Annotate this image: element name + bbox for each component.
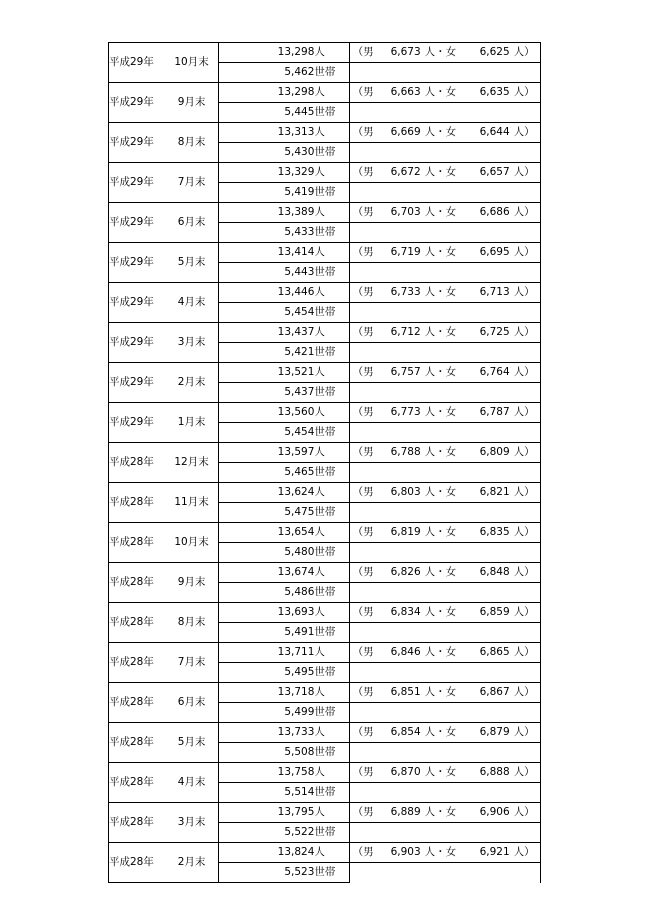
era-cell: 平成28年 <box>109 643 166 683</box>
table-row <box>109 603 541 623</box>
close-suffix: 人） <box>513 726 535 738</box>
households-unit: 世帯 <box>314 743 349 763</box>
close-suffix: 人） <box>513 446 535 458</box>
gender-breakdown <box>349 643 540 663</box>
era-cell: 平成29年 <box>109 43 166 83</box>
gender-blank <box>349 503 540 523</box>
male-prefix: （男 <box>352 246 374 258</box>
households-value: 5,465 <box>218 463 314 483</box>
population-value: 13,693 <box>218 603 314 623</box>
gender-blank <box>349 263 540 283</box>
month-cell: 11月末 <box>165 483 218 523</box>
era-cell: 平成29年 <box>109 163 166 203</box>
male-count: 6,719 <box>390 246 421 258</box>
gender-blank <box>349 183 540 203</box>
population-value: 13,654 <box>218 523 314 543</box>
table-row <box>109 43 541 63</box>
gender-blank <box>349 303 540 323</box>
households-unit: 世帯 <box>314 143 349 163</box>
era-cell: 平成29年 <box>109 83 166 123</box>
female-count: 6,764 <box>479 366 510 378</box>
male-count: 6,703 <box>390 206 421 218</box>
male-prefix: （男 <box>352 646 374 658</box>
close-suffix: 人） <box>513 126 535 138</box>
male-prefix: （男 <box>352 366 374 378</box>
male-count: 6,733 <box>390 286 421 298</box>
population-unit: 人 <box>314 763 349 783</box>
population-unit: 人 <box>314 363 349 383</box>
table-row <box>109 403 541 423</box>
population-value: 13,329 <box>218 163 314 183</box>
population-value: 13,597 <box>218 443 314 463</box>
female-separator: 人・女 <box>424 246 457 258</box>
households-unit: 世帯 <box>314 623 349 643</box>
table-row <box>109 323 541 343</box>
male-prefix: （男 <box>352 806 374 818</box>
gender-breakdown <box>349 603 540 623</box>
close-suffix: 人） <box>513 166 535 178</box>
female-count: 6,906 <box>479 806 510 818</box>
month-cell: 3月末 <box>165 323 218 363</box>
male-prefix: （男 <box>352 46 374 58</box>
population-value: 13,711 <box>218 643 314 663</box>
table-row <box>109 643 541 663</box>
female-separator: 人・女 <box>424 526 457 538</box>
female-separator: 人・女 <box>424 486 457 498</box>
households-value: 5,514 <box>218 783 314 803</box>
population-value: 13,446 <box>218 283 314 303</box>
male-prefix: （男 <box>352 766 374 778</box>
gender-breakdown <box>349 323 540 343</box>
male-prefix: （男 <box>352 406 374 418</box>
male-count: 6,826 <box>390 566 421 578</box>
female-separator: 人・女 <box>424 846 457 858</box>
population-unit: 人 <box>314 603 349 623</box>
month-cell: 4月末 <box>165 283 218 323</box>
month-cell: 9月末 <box>165 563 218 603</box>
close-suffix: 人） <box>513 686 535 698</box>
population-unit: 人 <box>314 323 349 343</box>
population-unit: 人 <box>314 283 349 303</box>
households-unit: 世帯 <box>314 223 349 243</box>
gender-breakdown <box>349 443 540 463</box>
households-value: 5,523 <box>218 863 314 883</box>
male-count: 6,834 <box>390 606 421 618</box>
female-separator: 人・女 <box>424 286 457 298</box>
female-count: 6,713 <box>479 286 510 298</box>
close-suffix: 人） <box>513 486 535 498</box>
population-table <box>108 42 541 883</box>
gender-blank <box>349 463 540 483</box>
households-unit: 世帯 <box>314 543 349 563</box>
gender-breakdown <box>349 123 540 143</box>
households-unit: 世帯 <box>314 823 349 843</box>
close-suffix: 人） <box>513 606 535 618</box>
table-row <box>109 563 541 583</box>
population-value: 13,389 <box>218 203 314 223</box>
population-unit: 人 <box>314 443 349 463</box>
population-unit: 人 <box>314 523 349 543</box>
era-cell: 平成29年 <box>109 243 166 283</box>
gender-blank <box>349 583 540 603</box>
gender-blank <box>349 63 540 83</box>
male-prefix: （男 <box>352 326 374 338</box>
table-row <box>109 803 541 823</box>
households-unit: 世帯 <box>314 783 349 803</box>
gender-breakdown <box>349 243 540 263</box>
era-cell: 平成28年 <box>109 843 166 883</box>
households-unit: 世帯 <box>314 463 349 483</box>
gender-breakdown <box>349 83 540 103</box>
close-suffix: 人） <box>513 766 535 778</box>
female-count: 6,635 <box>479 86 510 98</box>
gender-breakdown <box>349 163 540 183</box>
gender-breakdown <box>349 283 540 303</box>
female-separator: 人・女 <box>424 206 457 218</box>
households-unit: 世帯 <box>314 63 349 83</box>
gender-blank <box>349 823 540 843</box>
gender-blank <box>349 423 540 443</box>
gender-blank <box>349 743 540 763</box>
close-suffix: 人） <box>513 46 535 58</box>
population-unit: 人 <box>314 723 349 743</box>
month-cell: 4月末 <box>165 763 218 803</box>
female-count: 6,921 <box>479 846 510 858</box>
male-count: 6,773 <box>390 406 421 418</box>
era-cell: 平成28年 <box>109 563 166 603</box>
population-value: 13,298 <box>218 83 314 103</box>
gender-blank <box>349 863 540 883</box>
male-prefix: （男 <box>352 846 374 858</box>
gender-blank <box>349 343 540 363</box>
population-value: 13,795 <box>218 803 314 823</box>
population-unit: 人 <box>314 803 349 823</box>
era-cell: 平成29年 <box>109 403 166 443</box>
gender-breakdown <box>349 763 540 783</box>
month-cell: 7月末 <box>165 163 218 203</box>
population-table-body <box>109 43 541 883</box>
population-unit: 人 <box>314 123 349 143</box>
population-value: 13,414 <box>218 243 314 263</box>
population-value: 13,758 <box>218 763 314 783</box>
male-count: 6,854 <box>390 726 421 738</box>
households-value: 5,454 <box>218 303 314 323</box>
close-suffix: 人） <box>513 246 535 258</box>
households-value: 5,495 <box>218 663 314 683</box>
female-count: 6,657 <box>479 166 510 178</box>
population-unit: 人 <box>314 683 349 703</box>
gender-blank <box>349 543 540 563</box>
female-count: 6,725 <box>479 326 510 338</box>
gender-breakdown <box>349 563 540 583</box>
male-prefix: （男 <box>352 286 374 298</box>
month-cell: 8月末 <box>165 603 218 643</box>
table-row <box>109 763 541 783</box>
male-count: 6,819 <box>390 526 421 538</box>
male-prefix: （男 <box>352 606 374 618</box>
population-value: 13,824 <box>218 843 314 863</box>
households-value: 5,499 <box>218 703 314 723</box>
gender-blank <box>349 703 540 723</box>
table-row <box>109 123 541 143</box>
households-unit: 世帯 <box>314 423 349 443</box>
female-count: 6,867 <box>479 686 510 698</box>
gender-blank <box>349 223 540 243</box>
gender-breakdown <box>349 803 540 823</box>
male-count: 6,757 <box>390 366 421 378</box>
table-row <box>109 683 541 703</box>
male-count: 6,788 <box>390 446 421 458</box>
table-row <box>109 843 541 863</box>
population-value: 13,733 <box>218 723 314 743</box>
female-separator: 人・女 <box>424 166 457 178</box>
gender-blank <box>349 623 540 643</box>
era-cell: 平成28年 <box>109 523 166 563</box>
households-value: 5,508 <box>218 743 314 763</box>
month-cell: 7月末 <box>165 643 218 683</box>
households-unit: 世帯 <box>314 343 349 363</box>
month-cell: 6月末 <box>165 683 218 723</box>
population-value: 13,437 <box>218 323 314 343</box>
male-prefix: （男 <box>352 526 374 538</box>
close-suffix: 人） <box>513 526 535 538</box>
gender-blank <box>349 783 540 803</box>
close-suffix: 人） <box>513 206 535 218</box>
male-prefix: （男 <box>352 726 374 738</box>
month-cell: 2月末 <box>165 843 218 883</box>
female-separator: 人・女 <box>424 326 457 338</box>
female-count: 6,787 <box>479 406 510 418</box>
female-count: 6,888 <box>479 766 510 778</box>
gender-breakdown <box>349 683 540 703</box>
female-separator: 人・女 <box>424 46 457 58</box>
male-count: 6,673 <box>390 46 421 58</box>
month-cell: 9月末 <box>165 83 218 123</box>
era-cell: 平成28年 <box>109 763 166 803</box>
era-cell: 平成29年 <box>109 283 166 323</box>
female-separator: 人・女 <box>424 806 457 818</box>
male-prefix: （男 <box>352 566 374 578</box>
table-row <box>109 443 541 463</box>
male-prefix: （男 <box>352 166 374 178</box>
male-count: 6,663 <box>390 86 421 98</box>
population-unit: 人 <box>314 563 349 583</box>
close-suffix: 人） <box>513 406 535 418</box>
households-value: 5,462 <box>218 63 314 83</box>
households-value: 5,480 <box>218 543 314 563</box>
month-cell: 5月末 <box>165 723 218 763</box>
gender-breakdown <box>349 403 540 423</box>
households-unit: 世帯 <box>314 663 349 683</box>
male-count: 6,846 <box>390 646 421 658</box>
male-prefix: （男 <box>352 486 374 498</box>
male-count: 6,669 <box>390 126 421 138</box>
households-value: 5,421 <box>218 343 314 363</box>
female-count: 6,809 <box>479 446 510 458</box>
era-cell: 平成29年 <box>109 203 166 243</box>
month-cell: 8月末 <box>165 123 218 163</box>
table-row <box>109 243 541 263</box>
households-unit: 世帯 <box>314 703 349 723</box>
households-unit: 世帯 <box>314 863 349 883</box>
population-unit: 人 <box>314 243 349 263</box>
female-separator: 人・女 <box>424 766 457 778</box>
gender-breakdown <box>349 43 540 63</box>
female-separator: 人・女 <box>424 366 457 378</box>
month-cell: 6月末 <box>165 203 218 243</box>
male-count: 6,870 <box>390 766 421 778</box>
female-separator: 人・女 <box>424 686 457 698</box>
households-unit: 世帯 <box>314 503 349 523</box>
month-cell: 10月末 <box>165 523 218 563</box>
female-count: 6,821 <box>479 486 510 498</box>
population-unit: 人 <box>314 843 349 863</box>
gender-blank <box>349 383 540 403</box>
gender-breakdown <box>349 483 540 503</box>
male-prefix: （男 <box>352 686 374 698</box>
male-count: 6,903 <box>390 846 421 858</box>
era-cell: 平成28年 <box>109 483 166 523</box>
female-separator: 人・女 <box>424 646 457 658</box>
close-suffix: 人） <box>513 846 535 858</box>
era-cell: 平成28年 <box>109 683 166 723</box>
month-cell: 1月末 <box>165 403 218 443</box>
female-count: 6,848 <box>479 566 510 578</box>
era-cell: 平成28年 <box>109 443 166 483</box>
female-count: 6,644 <box>479 126 510 138</box>
male-prefix: （男 <box>352 126 374 138</box>
male-count: 6,672 <box>390 166 421 178</box>
female-count: 6,879 <box>479 726 510 738</box>
households-value: 5,430 <box>218 143 314 163</box>
month-cell: 2月末 <box>165 363 218 403</box>
population-unit: 人 <box>314 43 349 63</box>
female-count: 6,865 <box>479 646 510 658</box>
close-suffix: 人） <box>513 326 535 338</box>
gender-breakdown <box>349 363 540 383</box>
population-unit: 人 <box>314 203 349 223</box>
households-value: 5,445 <box>218 103 314 123</box>
gender-blank <box>349 663 540 683</box>
households-value: 5,437 <box>218 383 314 403</box>
close-suffix: 人） <box>513 366 535 378</box>
gender-breakdown <box>349 843 540 863</box>
table-row <box>109 723 541 743</box>
male-count: 6,889 <box>390 806 421 818</box>
population-unit: 人 <box>314 403 349 423</box>
gender-blank <box>349 143 540 163</box>
population-value: 13,298 <box>218 43 314 63</box>
population-value: 13,521 <box>218 363 314 383</box>
population-unit: 人 <box>314 83 349 103</box>
female-count: 6,625 <box>479 46 510 58</box>
table-row <box>109 523 541 543</box>
era-cell: 平成28年 <box>109 603 166 643</box>
female-count: 6,859 <box>479 606 510 618</box>
gender-blank <box>349 103 540 123</box>
gender-breakdown <box>349 723 540 743</box>
population-value: 13,674 <box>218 563 314 583</box>
close-suffix: 人） <box>513 806 535 818</box>
male-count: 6,851 <box>390 686 421 698</box>
households-value: 5,491 <box>218 623 314 643</box>
close-suffix: 人） <box>513 566 535 578</box>
month-cell: 10月末 <box>165 43 218 83</box>
households-value: 5,454 <box>218 423 314 443</box>
households-unit: 世帯 <box>314 303 349 323</box>
male-prefix: （男 <box>352 446 374 458</box>
population-unit: 人 <box>314 163 349 183</box>
population-unit: 人 <box>314 483 349 503</box>
male-prefix: （男 <box>352 206 374 218</box>
households-value: 5,475 <box>218 503 314 523</box>
table-row <box>109 363 541 383</box>
households-unit: 世帯 <box>314 583 349 603</box>
month-cell: 3月末 <box>165 803 218 843</box>
population-value: 13,560 <box>218 403 314 423</box>
population-value: 13,624 <box>218 483 314 503</box>
households-unit: 世帯 <box>314 263 349 283</box>
population-value: 13,718 <box>218 683 314 703</box>
month-cell: 5月末 <box>165 243 218 283</box>
era-cell: 平成28年 <box>109 803 166 843</box>
female-count: 6,835 <box>479 526 510 538</box>
era-cell: 平成29年 <box>109 363 166 403</box>
female-separator: 人・女 <box>424 86 457 98</box>
female-separator: 人・女 <box>424 126 457 138</box>
era-cell: 平成29年 <box>109 323 166 363</box>
households-unit: 世帯 <box>314 383 349 403</box>
female-separator: 人・女 <box>424 566 457 578</box>
female-separator: 人・女 <box>424 446 457 458</box>
gender-breakdown <box>349 523 540 543</box>
table-row <box>109 83 541 103</box>
households-value: 5,419 <box>218 183 314 203</box>
table-row <box>109 483 541 503</box>
female-count: 6,695 <box>479 246 510 258</box>
female-separator: 人・女 <box>424 606 457 618</box>
households-unit: 世帯 <box>314 183 349 203</box>
households-unit: 世帯 <box>314 103 349 123</box>
close-suffix: 人） <box>513 86 535 98</box>
table-row <box>109 203 541 223</box>
male-prefix: （男 <box>352 86 374 98</box>
gender-breakdown <box>349 203 540 223</box>
table-row <box>109 163 541 183</box>
month-cell: 12月末 <box>165 443 218 483</box>
households-value: 5,433 <box>218 223 314 243</box>
table-row <box>109 283 541 303</box>
population-unit: 人 <box>314 643 349 663</box>
close-suffix: 人） <box>513 646 535 658</box>
era-cell: 平成28年 <box>109 723 166 763</box>
era-cell: 平成29年 <box>109 123 166 163</box>
male-count: 6,712 <box>390 326 421 338</box>
households-value: 5,522 <box>218 823 314 843</box>
male-count: 6,803 <box>390 486 421 498</box>
households-value: 5,486 <box>218 583 314 603</box>
population-value: 13,313 <box>218 123 314 143</box>
female-count: 6,686 <box>479 206 510 218</box>
close-suffix: 人） <box>513 286 535 298</box>
female-separator: 人・女 <box>424 406 457 418</box>
households-value: 5,443 <box>218 263 314 283</box>
female-separator: 人・女 <box>424 726 457 738</box>
